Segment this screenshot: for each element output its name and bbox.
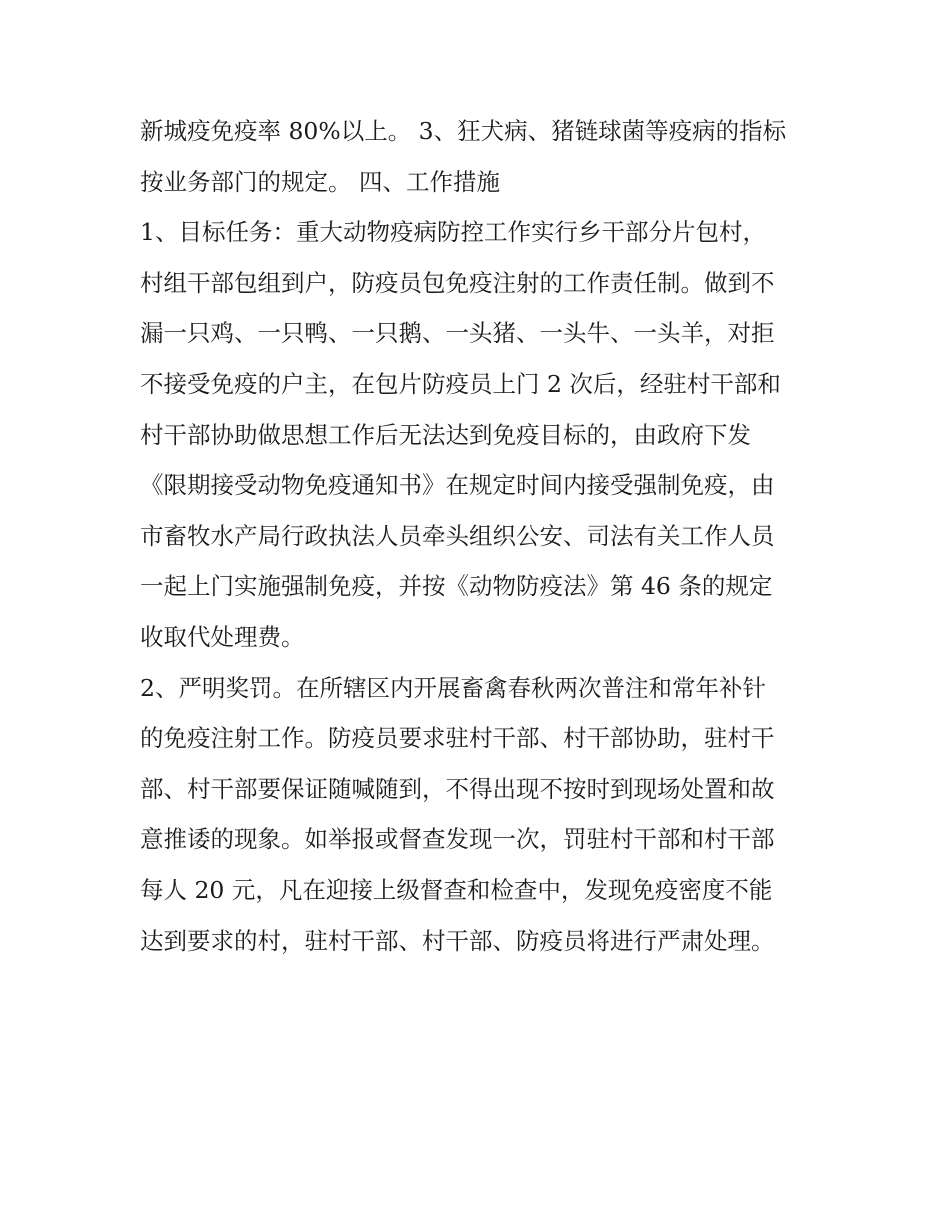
- text-line: 漏一只鸡、一只鸭、一只鹅、一头猪、一头牛、一头羊，对拒: [140, 319, 775, 348]
- text-line: 每人 20 元，凡在迎接上级督查和检查中，发现免疫密度不能: [140, 875, 773, 904]
- text-line: 村组干部包组到户，防疫员包免疫注射的工作责任制。做到不: [140, 268, 775, 297]
- text-line: 不接受免疫的户主，在包片防疫员上门 2 次后，经驻村干部和: [140, 369, 781, 398]
- text-line: 《限期接受动物免疫通知书》在规定时间内接受强制免疫，由: [140, 471, 775, 500]
- text-line: 按业务部门的规定。 四、工作措施: [140, 167, 500, 196]
- text-line: 2、严明奖罚。在所辖区内开展畜禽春秋两次普注和常年补针: [140, 673, 766, 702]
- text-line: 的免疫注射工作。防疫员要求驻村干部、村干部协助，驻村干: [140, 724, 775, 753]
- text-line: 收取代处理费。: [140, 622, 305, 651]
- text-line: 意推诿的现象。如举报或督查发现一次，罚驻村干部和村干部: [140, 825, 775, 854]
- text-line: 1、目标任务：重大动物疫病防控工作实行乡干部分片包村，: [140, 218, 766, 247]
- text-line: 市畜牧水产局行政执法人员牵头组织公安、司法有关工作人员: [140, 521, 775, 550]
- text-line: 部、村干部要保证随喊随到，不得出现不按时到现场处置和故: [140, 774, 775, 803]
- body-text: [140, 106, 820, 966]
- text-line: 村干部协助做思想工作后无法达到免疫目标的，由政府下发: [140, 420, 751, 449]
- text-line: 一起上门实施强制免疫，并按《动物防疫法》第 46 条的规定: [140, 572, 773, 601]
- text-line: 达到要求的村，驻村干部、村干部、防疫员将进行严肃处理。: [140, 926, 775, 955]
- text-line: 新城疫免疫率 80%以上。 3、狂犬病、猪链球菌等疫病的指标: [140, 117, 787, 145]
